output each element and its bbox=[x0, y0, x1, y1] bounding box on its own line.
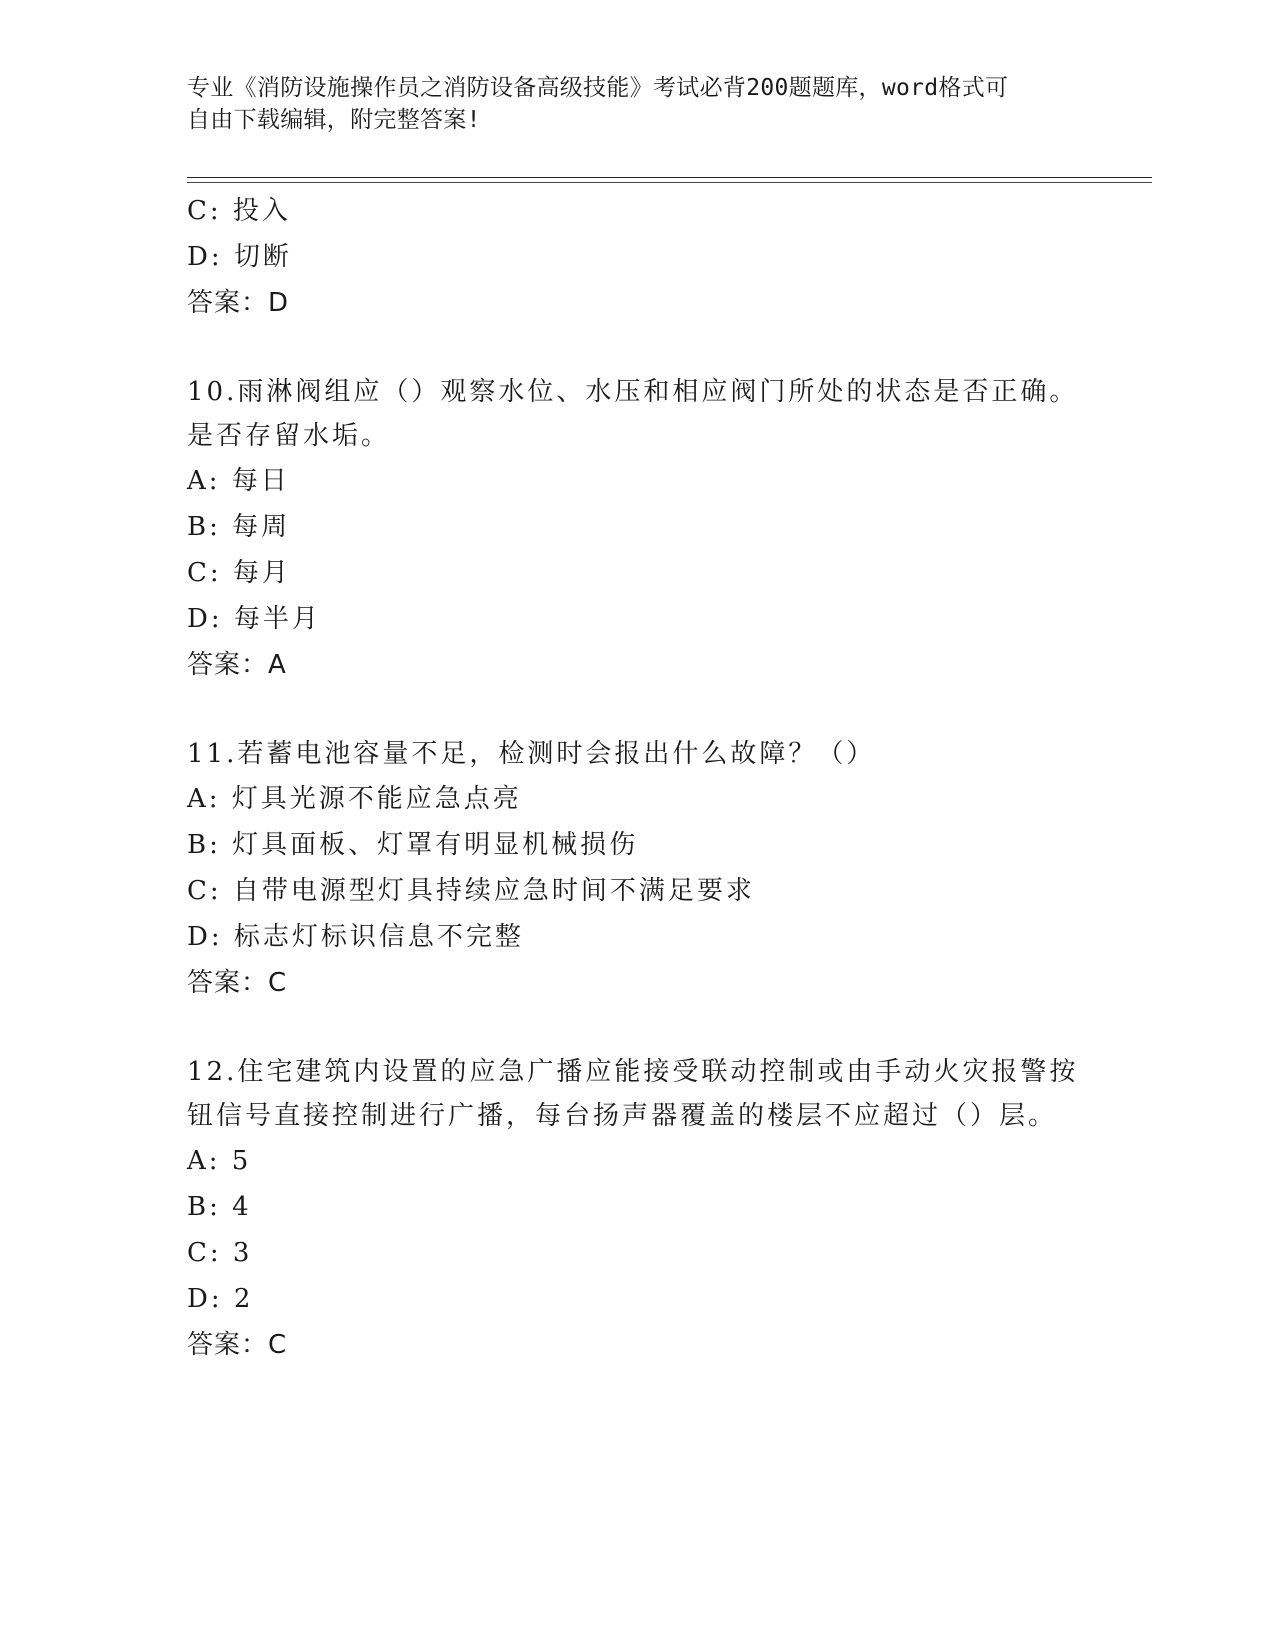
answer-line: 答案：D bbox=[187, 288, 290, 318]
question-10 bbox=[187, 370, 1087, 688]
question-stem: 12.住宅建筑内设置的应急广播应能接受联动控制或由手动火灾报警按 bbox=[187, 1057, 1079, 1087]
option-a: A: 灯具光源不能应急点亮 bbox=[187, 784, 522, 814]
option-a: A: 5 bbox=[187, 1146, 252, 1176]
question-list bbox=[187, 188, 1087, 1368]
option-c: C: 3 bbox=[187, 1238, 253, 1268]
option-c: C: 自带电源型灯具持续应急时间不满足要求 bbox=[187, 876, 755, 906]
answer-line: 答案：A bbox=[187, 650, 287, 680]
question-stem: 钮信号直接控制进行广播，每台扬声器覆盖的楼层不应超过（）层。 bbox=[187, 1101, 1058, 1131]
question-stem: 11.若蓄电池容量不足，检测时会报出什么故障？（） bbox=[187, 739, 876, 769]
header-title-line-1: 专业《消防设施操作员之消防设备高级技能》考试必背200题题库，word格式可 bbox=[187, 75, 1009, 101]
option-a: A: 每日 bbox=[187, 466, 290, 496]
question-stem: 是否存留水垢。 bbox=[187, 421, 391, 451]
answer-line: 答案：C bbox=[187, 1330, 288, 1360]
option-d: D: 标志灯标识信息不完整 bbox=[187, 922, 524, 952]
header-divider bbox=[187, 177, 1152, 178]
header-divider-thin bbox=[187, 182, 1152, 183]
question-9-continuation bbox=[187, 188, 1087, 326]
option-d: D: 每半月 bbox=[187, 604, 321, 634]
question-12 bbox=[187, 1050, 1087, 1368]
answer-line: 答案：C bbox=[187, 968, 288, 998]
option-c: C: 投入 bbox=[187, 196, 291, 226]
option-c: C: 每月 bbox=[187, 558, 291, 588]
question-11 bbox=[187, 732, 1087, 1006]
question-stem: 10.雨淋阀组应（）观察水位、水压和相应阀门所处的状态是否正确。 bbox=[187, 377, 1079, 407]
option-d: D: 2 bbox=[187, 1284, 254, 1314]
header-title-line-2: 自由下载编辑，附完整答案! bbox=[187, 107, 481, 133]
document-header bbox=[187, 72, 1087, 136]
option-d: D: 切断 bbox=[187, 242, 292, 272]
option-b: B: 每周 bbox=[187, 512, 291, 542]
option-b: B: 4 bbox=[187, 1192, 252, 1222]
option-b: B: 灯具面板、灯罩有明显机械损伤 bbox=[187, 830, 639, 860]
